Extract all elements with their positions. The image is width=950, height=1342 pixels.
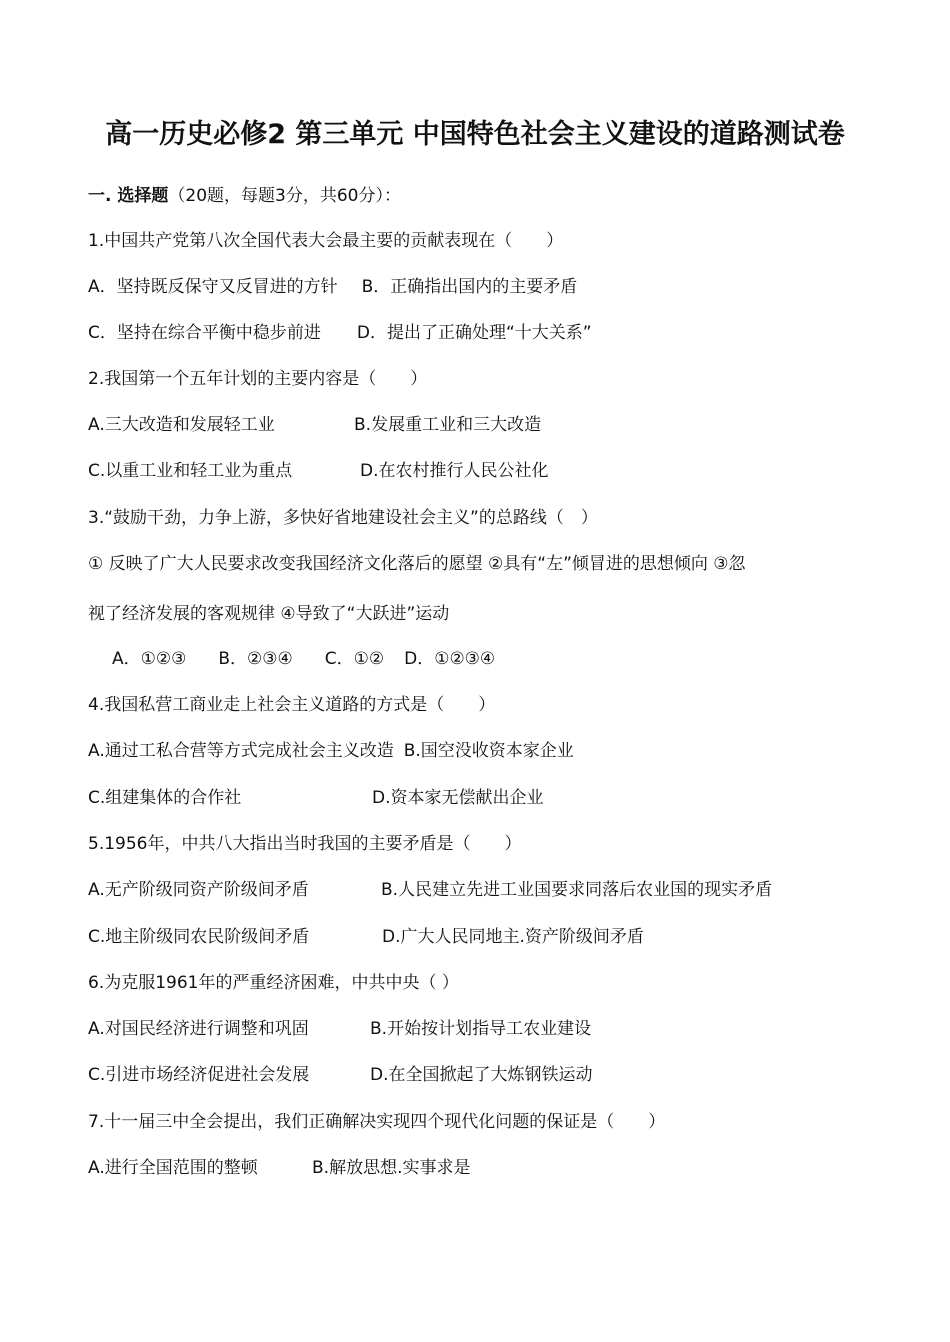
question-4-option-b: B.国空没收资本家企业 [403,741,574,761]
question-2-option-b: B.发展重工业和三大改造 [354,415,542,435]
question-4-option-a: A.通过工私合营等方式完成社会主义改造 [88,741,394,761]
question-2-options-row-1 [88,413,542,437]
question-3-options-row [112,647,495,671]
question-3-option-b: B．②③④ [218,649,293,669]
question-1-stem: 1.中国共产党第八次全国代表大会最主要的贡献表现在（ ） [88,231,564,251]
question-2-options-row-2 [88,459,549,483]
document-title: 高一历史必修2 第三单元 中国特色社会主义建设的道路测试卷 [105,119,845,150]
question-1-options-row-1 [88,275,577,299]
question-5-option-a: A.无产阶级同资产阶级间矛盾 [88,880,309,900]
question-3-stem: 3.“鼓励干劲，力争上游，多快好省地建设社会主义”的总路线（ ） [88,508,598,528]
question-6-options-row-1 [88,1017,592,1041]
question-1-option-c: C．坚持在综合平衡中稳步前进 [88,323,321,343]
question-2-option-d: D.在农村推行人民公社化 [360,461,549,481]
question-5-option-b: B.人民建立先进工业国要求同落后农业国的现实矛盾 [381,880,773,900]
question-3-option-a: A．①②③ [112,649,187,669]
question-7-options-row-1 [88,1156,471,1180]
question-2-stem: 2.我国第一个五年计划的主要内容是（ ） [88,369,428,389]
question-5-option-c: C.地主阶级同农民阶级间矛盾 [88,927,310,947]
section-label: 一. 选择题 [88,186,169,206]
section-heading [88,184,401,208]
question-1-option-b: B．正确指出国内的主要矛盾 [361,277,578,297]
question-5-stem: 5.1956年，中共八大指出当时我国的主要矛盾是（ ） [88,834,522,854]
question-3-statements-line-1: ① 反映了广大人民要求改变我国经济文化落后的愿望 ②具有“左”倾冒进的思想倾向 ③忽 [88,554,746,574]
question-4-option-d: D.资本家无偿献出企业 [372,788,544,808]
question-3-statements-line-2: 视了经济发展的客观规律 ④导致了“大跃进”运动 [88,604,450,624]
question-6-option-c: C.引进市场经济促进社会发展 [88,1065,310,1085]
question-2-option-c: C.以重工业和轻工业为重点 [88,461,293,481]
question-7-option-a: A.进行全国范围的整顿 [88,1158,258,1178]
question-4-options-row-1 [88,739,574,763]
question-3-option-c: C．①② [324,649,385,669]
question-6-option-b: B.开始按计划指导工农业建设 [370,1019,592,1039]
question-1-options-row-2 [88,321,592,345]
question-6-option-a: A.对国民经济进行调整和巩固 [88,1019,309,1039]
question-4-options-row-2 [88,786,544,810]
section-note: （20题，每题3分，共60分）： [168,186,401,206]
question-4-option-c: C.组建集体的合作社 [88,788,242,808]
question-3-option-d: D．①②③④ [404,649,496,669]
question-7-stem: 7.十一届三中全会提出，我们正确解决实现四个现代化问题的保证是（ ） [88,1112,666,1132]
question-6-stem: 6.为克服1961年的严重经济困难，中共中央（ ） [88,973,459,993]
question-1-option-a: A．坚持既反保守又反冒进的方针 [88,277,338,297]
question-7-option-b: B.解放思想.实事求是 [312,1158,471,1178]
question-2-option-a: A.三大改造和发展轻工业 [88,415,275,435]
question-5-options-row-1 [88,878,773,902]
question-6-options-row-2 [88,1063,593,1087]
question-6-option-d: D.在全国掀起了大炼钢铁运动 [370,1065,593,1085]
question-1-option-d: D．提出了正确处理“十大关系” [356,323,592,343]
question-5-options-row-2 [88,925,644,949]
question-5-option-d: D.广大人民同地主.资产阶级间矛盾 [382,927,644,947]
question-4-stem: 4.我国私营工商业走上社会主义道路的方式是（ ） [88,695,496,715]
